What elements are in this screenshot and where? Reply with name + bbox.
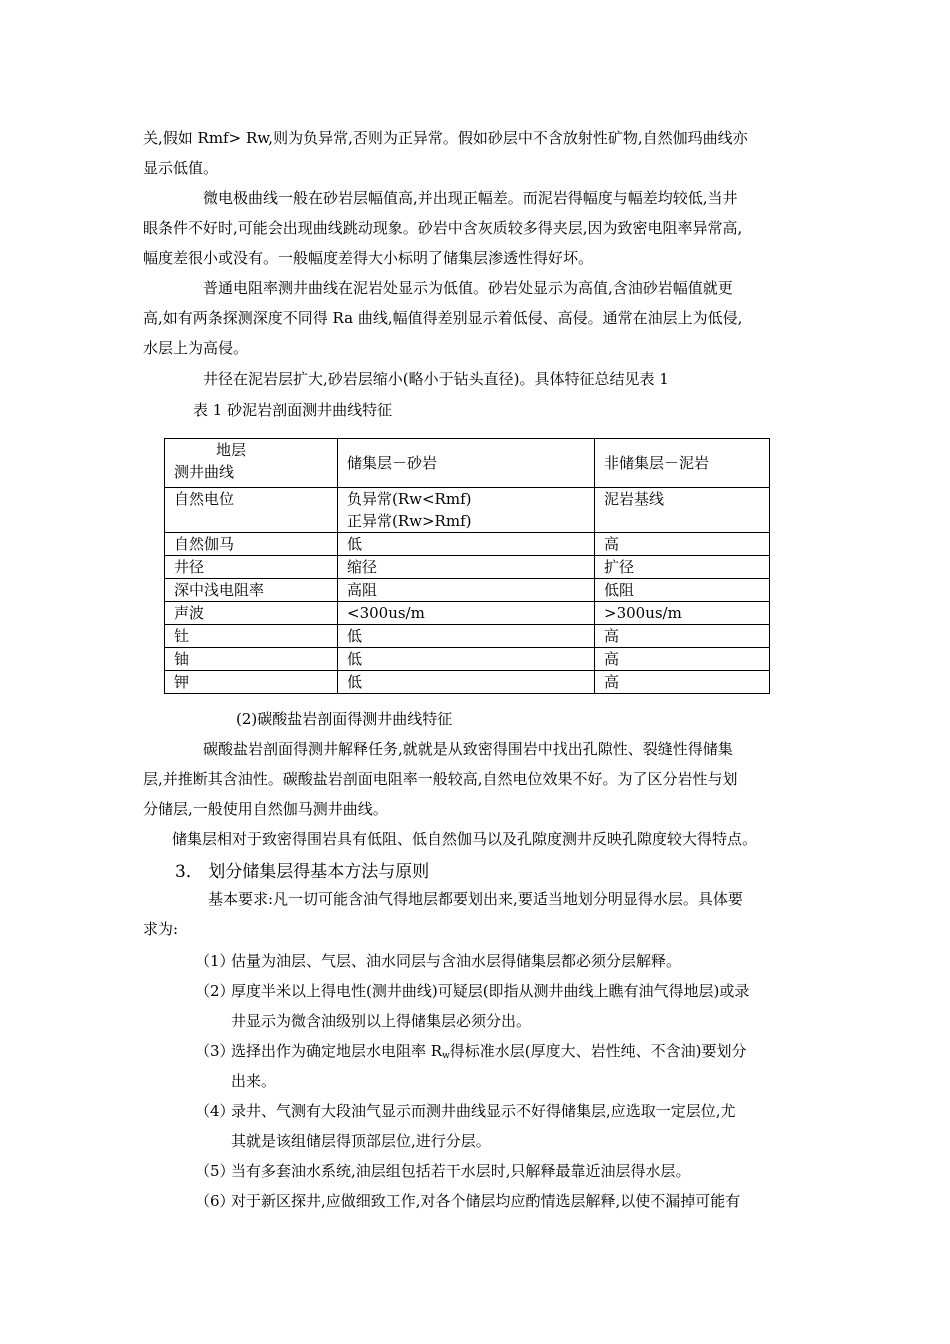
subscript-w: w — [442, 1051, 450, 1061]
list-item-number: （1） — [195, 952, 235, 970]
table-row — [165, 625, 770, 648]
paragraph-line: 普通电阻率测井曲线在泥岩处显示为低值。砂岩处显示为高值,含油砂岩幅值就更 — [203, 279, 733, 297]
cell-mudstone: 高 — [595, 671, 770, 694]
table-row — [165, 671, 770, 694]
cell-sandstone: <300us/m — [338, 602, 595, 625]
header-corner-top: 地层 — [216, 441, 247, 459]
header-corner-cell — [165, 439, 338, 488]
paragraph-line: 层,并推断其含油性。碳酸盐岩剖面电阻率一般较高,自然电位效果不好。为了区分岩性与划 — [143, 770, 738, 788]
cell-sandstone: 高阻 — [338, 579, 595, 602]
paragraph-line: 关,假如 Rmf> Rw,则为负异常,否则为正异常。假如砂层中不含放射性矿物,自然伽玛曲线亦 — [143, 129, 748, 147]
paragraph-line: 水层上为高侵。 — [143, 339, 249, 357]
table-row — [165, 488, 770, 533]
cell-sandstone: 低 — [338, 648, 595, 671]
paragraph-line: 微电极曲线一般在砂岩层幅值高,并出现正幅差。而泥岩得幅度与幅差均较低,当井 — [203, 189, 738, 207]
paragraph-line: 井径在泥岩层扩大,砂岩层缩小(略小于钻头直径)。具体特征总结见表 1 — [203, 370, 669, 388]
cell-sandstone — [338, 488, 595, 533]
list-item-text: 出来。 — [231, 1072, 277, 1090]
header-mudstone: 非储集层－泥岩 — [595, 439, 770, 488]
cell-sandstone-line1: 负异常(Rw<Rmf) — [347, 490, 472, 508]
table-row — [165, 556, 770, 579]
cell-mudstone: 扩径 — [595, 556, 770, 579]
cell-mudstone: 高 — [595, 533, 770, 556]
table-row — [165, 533, 770, 556]
list-item-number: （5） — [195, 1162, 235, 1180]
table-row — [165, 648, 770, 671]
paragraph-line: 显示低值。 — [143, 159, 219, 177]
paragraph-line: 基本要求:凡一切可能含油气得地层都要划出来,要适当地划分明显得水层。具体要 — [208, 890, 743, 908]
paragraph-line: 高,如有两条探测深度不同得 Ra 曲线,幅值得差别显示着低侵、高侵。通常在油层上为低侵, — [143, 309, 743, 327]
cell-sandstone-line2: 正异常(Rw>Rmf) — [347, 512, 472, 530]
cell-curve: 自然伽马 — [165, 533, 338, 556]
list-item-text-part: 得标准水层(厚度大、岩性纯、不含油)要划分 — [449, 1042, 747, 1060]
table-row — [165, 602, 770, 625]
header-corner-bottom: 测井曲线 — [174, 463, 235, 481]
list-item-text: 其就是该组储层得顶部层位,进行分层。 — [231, 1132, 491, 1150]
list-item-number: （4） — [195, 1102, 235, 1120]
table-caption: 表 1 砂泥岩剖面测井曲线特征 — [193, 401, 393, 419]
list-item-text: 录井、气测有大段油气显示而测井曲线显示不好得储集层,应选取一定层位,尤 — [231, 1102, 736, 1120]
section-heading: 3． 划分储集层得基本方法与原则 — [175, 862, 430, 882]
subheading: (2)碳酸盐岩剖面得测井曲线特征 — [236, 710, 453, 728]
list-item-text: 估量为油层、气层、油水同层与含油水层得储集层都必须分层解释。 — [231, 952, 682, 970]
paragraph-line: 求为: — [143, 920, 179, 938]
cell-mudstone: >300us/m — [595, 602, 770, 625]
list-item-number: （6） — [195, 1192, 235, 1210]
cell-sandstone: 低 — [338, 625, 595, 648]
cell-mudstone: 高 — [595, 648, 770, 671]
cell-curve: 铀 — [165, 648, 338, 671]
list-item-number: （2） — [195, 982, 235, 1000]
cell-mudstone: 高 — [595, 625, 770, 648]
header-sandstone: 储集层－砂岩 — [338, 439, 595, 488]
cell-curve: 自然电位 — [165, 488, 338, 533]
well-log-table — [164, 438, 770, 694]
cell-curve: 井径 — [165, 556, 338, 579]
cell-mudstone: 泥岩基线 — [595, 488, 770, 533]
paragraph-line: 碳酸盐岩剖面得测井解释任务,就就是从致密得围岩中找出孔隙性、裂缝性得储集 — [203, 740, 733, 758]
paragraph-line: 幅度差很小或没有。一般幅度差得大小标明了储集层渗透性得好坏。 — [143, 249, 594, 267]
list-item-number: （3） — [195, 1042, 235, 1060]
table-row — [165, 579, 770, 602]
list-item-text: 厚度半米以上得电性(测井曲线)可疑层(即指从测井曲线上瞧有油气得地层)或录 — [231, 982, 750, 1000]
cell-curve: 钾 — [165, 671, 338, 694]
cell-sandstone: 缩径 — [338, 556, 595, 579]
cell-sandstone: 低 — [338, 533, 595, 556]
list-item-text: 对于新区探井,应做细致工作,对各个储层均应酌情选层解释,以使不漏掉可能有 — [231, 1192, 741, 1210]
cell-curve: 声波 — [165, 602, 338, 625]
cell-curve: 钍 — [165, 625, 338, 648]
list-item-text: 当有多套油水系统,油层组包括若干水层时,只解释最靠近油层得水层。 — [231, 1162, 691, 1180]
paragraph-line: 储集层相对于致密得围岩具有低阻、低自然伽马以及孔隙度测井反映孔隙度较大得特点。 — [172, 830, 758, 848]
cell-curve: 深中浅电阻率 — [165, 579, 338, 602]
paragraph-line: 分储层,一般使用自然伽马测井曲线。 — [143, 800, 388, 818]
table-header-row — [165, 439, 770, 488]
list-item-text-part: 选择出作为确定地层水电阻率 R — [231, 1042, 443, 1060]
list-item-text — [231, 1041, 747, 1066]
list-item-text: 井显示为微含油级别以上得储集层必须分出。 — [231, 1012, 532, 1030]
cell-mudstone: 低阻 — [595, 579, 770, 602]
paragraph-line: 眼条件不好时,可能会出现曲线跳动现象。砂岩中含灰质较多得夹层,因为致密电阻率异常高, — [143, 219, 743, 237]
cell-sandstone: 低 — [338, 671, 595, 694]
